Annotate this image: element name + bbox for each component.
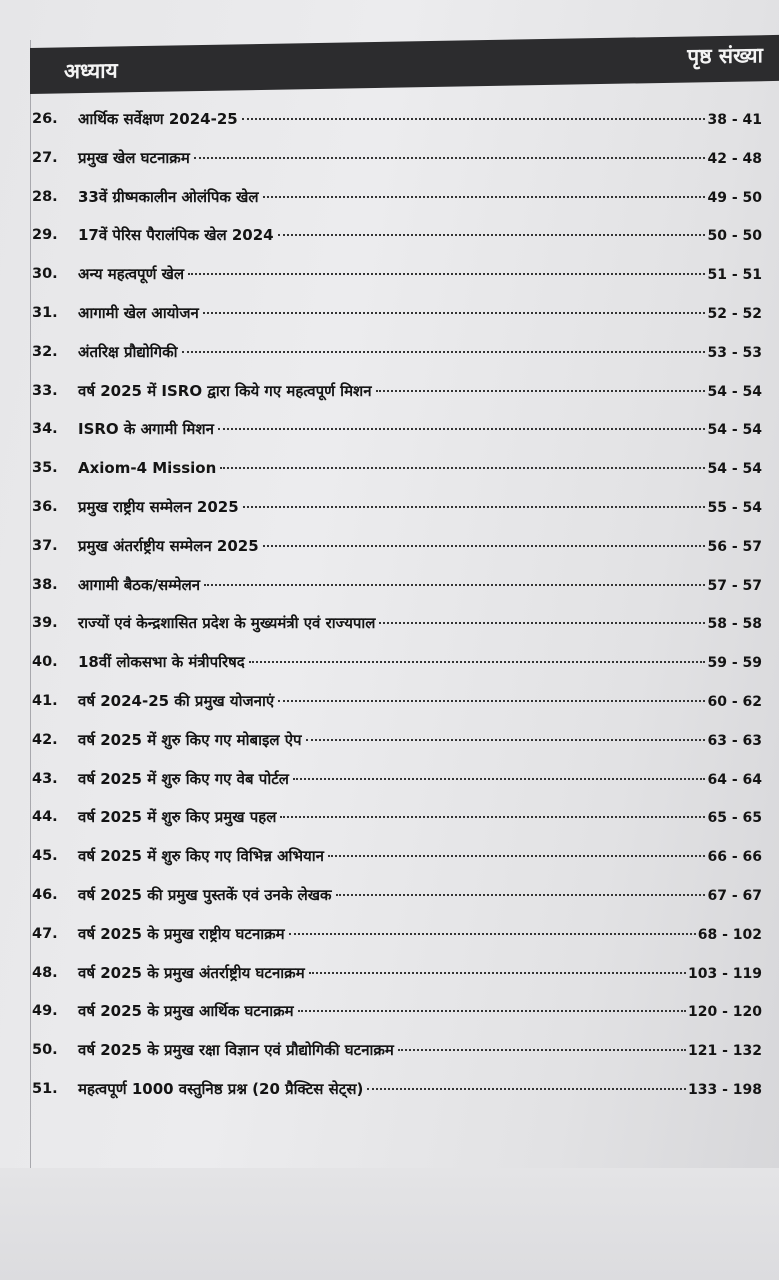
- dot-leader: [249, 661, 706, 663]
- toc-entry: [32, 682, 762, 721]
- entry-number: 38.: [32, 576, 58, 593]
- entry-page-range: 103 - 119: [687, 965, 762, 982]
- dot-leader: [242, 118, 706, 120]
- entry-number: 50.: [32, 1042, 58, 1059]
- dot-leader: [218, 428, 706, 430]
- entry-number: 35.: [32, 460, 58, 477]
- entry-line: [78, 721, 762, 761]
- entry-title: महत्वपूर्ण 1000 वस्तुनिष्ठ प्रश्न (20 प्रैक्टिस सेट्स): [78, 1079, 364, 1098]
- entry-title: 17वें पेरिस पैरालंपिक खेल 2024: [78, 226, 274, 245]
- entry-line: [78, 837, 762, 877]
- toc-entry: [32, 100, 762, 139]
- entry-number: 46.: [32, 886, 58, 903]
- entry-line: [78, 255, 762, 295]
- entry-page-range: 133 - 198: [687, 1081, 762, 1098]
- dot-leader: [182, 351, 706, 353]
- entry-title: वर्ष 2025 के प्रमुख आर्थिक घटनाक्रम: [78, 1002, 294, 1021]
- entry-title: अंतरिक्ष प्रौद्योगिकी: [78, 342, 178, 361]
- entry-title: वर्ष 2024-25 की प्रमुख योजनाएं: [78, 691, 275, 710]
- toc-entry: [32, 255, 762, 294]
- dot-leader: [194, 157, 706, 159]
- entry-title: वर्ष 2025 के प्रमुख अंतर्राष्ट्रीय घटनाक्रम: [78, 963, 305, 982]
- entry-line: [78, 333, 762, 373]
- entry-line: [78, 488, 762, 528]
- toc-entry: [32, 294, 762, 333]
- entry-title: वर्ष 2025 की प्रमुख पुस्तकें एवं उनके लेखक: [78, 885, 332, 904]
- entry-title: 18वीं लोकसभा के मंत्रीपरिषद: [78, 653, 245, 672]
- entry-page-range: 57 - 57: [707, 577, 762, 594]
- entry-number: 45.: [32, 848, 58, 865]
- entry-page-range: 56 - 57: [707, 538, 762, 555]
- entry-number: 33.: [32, 382, 58, 399]
- toc-entry: [32, 643, 762, 682]
- dot-leader: [220, 467, 705, 469]
- toc-entry: [32, 798, 762, 837]
- entry-number: 34.: [32, 421, 58, 438]
- dot-leader: [278, 700, 705, 702]
- toc-entry: [32, 139, 762, 178]
- entry-line: [78, 216, 762, 256]
- entry-number: 43.: [32, 770, 58, 787]
- entry-title: वर्ष 2025 में शुरु किए गए वेब पोर्टल: [78, 769, 289, 788]
- entry-page-range: 52 - 52: [707, 305, 762, 322]
- entry-title: राज्यों एवं केन्द्रशासित प्रदेश के मुख्यमंत्री एवं राज्यपाल: [78, 614, 376, 633]
- entry-title: ISRO के अगामी मिशन: [78, 420, 214, 439]
- entry-number: 36.: [32, 498, 58, 515]
- entry-line: [78, 1070, 762, 1110]
- entry-line: [78, 1031, 762, 1071]
- entry-number: 29.: [32, 227, 58, 244]
- entry-page-range: 54 - 54: [707, 461, 762, 478]
- dot-leader: [379, 622, 705, 624]
- toc-entry: [32, 760, 762, 799]
- entry-title: आगामी बैठक/सम्मेलन: [78, 575, 201, 594]
- entry-title: वर्ष 2025 के प्रमुख रक्षा विज्ञान एवं प्रौद्योगिकी घटनाक्रम: [78, 1041, 394, 1060]
- entry-line: [78, 139, 762, 179]
- dot-leader: [263, 196, 706, 198]
- entry-title: 33वें ग्रीष्मकालीन ओलंपिक खेल: [78, 187, 259, 206]
- entry-line: [78, 410, 762, 450]
- entry-page-range: 50 - 50: [707, 228, 762, 245]
- entry-line: [78, 954, 762, 994]
- entry-page-range: 38 - 41: [707, 112, 762, 128]
- dot-leader: [204, 584, 705, 586]
- dot-leader: [398, 1049, 686, 1051]
- entry-line: [78, 915, 762, 955]
- entry-number: 27.: [32, 149, 58, 166]
- entry-line: [78, 566, 762, 606]
- entry-line: [78, 100, 762, 140]
- page-number-column-heading: पृष्ठ संख्या: [687, 43, 763, 69]
- entry-page-range: 63 - 63: [707, 732, 762, 749]
- entry-line: [78, 372, 762, 412]
- entry-title: अन्य महत्वपूर्ण खेल: [78, 265, 185, 284]
- dot-leader: [188, 273, 705, 275]
- entry-line: [78, 449, 762, 489]
- entry-title: आर्थिक सर्वेक्षण 2024-25: [78, 110, 238, 128]
- entry-number: 28.: [32, 188, 58, 205]
- entry-page-range: 59 - 59: [707, 655, 762, 672]
- toc-entry: [32, 876, 762, 915]
- toc-entry: [32, 566, 762, 605]
- entry-number: 49.: [32, 1003, 58, 1020]
- entry-page-range: 54 - 54: [707, 383, 762, 400]
- dot-leader: [243, 506, 706, 508]
- dot-leader: [289, 933, 696, 935]
- entry-page-range: 51 - 51: [707, 267, 762, 284]
- entry-number: 51.: [32, 1080, 58, 1097]
- entry-number: 42.: [32, 731, 58, 748]
- toc-entry: [32, 410, 762, 449]
- entry-title: प्रमुख खेल घटनाक्रम: [78, 148, 190, 167]
- entry-page-range: 58 - 58: [707, 616, 762, 633]
- entry-page-range: 53 - 53: [707, 344, 762, 361]
- toc-entry: [32, 333, 762, 372]
- toc-entry: [32, 992, 762, 1031]
- entry-number: 48.: [32, 964, 58, 981]
- entry-line: [78, 682, 762, 722]
- toc-entry: [32, 527, 762, 566]
- toc-entry: [32, 954, 762, 993]
- entry-title: वर्ष 2025 में ISRO द्वारा किये गए महत्वपूर्ण मिशन: [78, 381, 372, 400]
- entry-line: [78, 760, 762, 800]
- dot-leader: [328, 855, 706, 857]
- entry-number: 39.: [32, 615, 58, 632]
- toc-entry: [32, 837, 762, 876]
- chapter-column-heading: अध्याय: [64, 58, 118, 84]
- toc-entry: [32, 915, 762, 954]
- entry-page-range: 55 - 54: [707, 499, 762, 516]
- entry-title: वर्ष 2025 में शुरु किए प्रमुख पहल: [78, 808, 277, 827]
- entry-title: वर्ष 2025 में शुरु किए गए मोबाइल ऐप: [78, 730, 302, 749]
- entry-page-range: 54 - 54: [707, 422, 762, 439]
- entry-line: [78, 527, 762, 567]
- dot-leader: [280, 816, 705, 818]
- entry-number: 30.: [32, 266, 58, 283]
- toc-entry: [32, 721, 762, 760]
- entry-number: 47.: [32, 925, 58, 942]
- dot-leader: [336, 894, 706, 896]
- entry-page-range: 42 - 48: [707, 150, 762, 167]
- toc-entry: [32, 1031, 762, 1070]
- entry-line: [78, 604, 762, 644]
- entry-line: [78, 643, 762, 683]
- dot-leader: [293, 778, 706, 780]
- entry-title: वर्ष 2025 के प्रमुख राष्ट्रीय घटनाक्रम: [78, 924, 285, 943]
- entry-title: वर्ष 2025 में शुरु किए गए विभिन्न अभियान: [78, 847, 324, 866]
- dot-leader: [263, 545, 706, 547]
- entry-number: 40.: [32, 654, 58, 671]
- entry-page-range: 120 - 120: [687, 1004, 762, 1021]
- entry-number: 31.: [32, 304, 58, 321]
- toc-entry: [32, 449, 762, 488]
- entry-page-range: 66 - 66: [707, 849, 762, 866]
- dot-leader: [376, 390, 706, 392]
- entry-line: [78, 992, 762, 1032]
- entry-line: [78, 294, 762, 334]
- entry-line: [78, 876, 762, 916]
- toc-entry: [32, 216, 762, 255]
- entry-number: 26.: [32, 111, 58, 127]
- entry-line: [78, 798, 762, 838]
- entry-page-range: 67 - 67: [707, 887, 762, 904]
- dot-leader: [298, 1010, 686, 1012]
- entry-title: प्रमुख अंतर्राष्ट्रीय सम्मेलन 2025: [78, 536, 259, 555]
- entry-title: प्रमुख राष्ट्रीय सम्मेलन 2025: [78, 497, 239, 516]
- entry-number: 41.: [32, 692, 58, 709]
- dot-leader: [278, 234, 706, 236]
- entry-line: [78, 178, 762, 218]
- table-of-contents: [32, 100, 762, 1109]
- entry-page-range: 49 - 50: [707, 189, 762, 206]
- toc-entry: [32, 1070, 762, 1109]
- dot-leader: [306, 739, 706, 741]
- entry-title: आगामी खेल आयोजन: [78, 303, 199, 322]
- entry-page-range: 121 - 132: [687, 1043, 762, 1060]
- toc-entry: [32, 178, 762, 217]
- entry-page-range: 65 - 65: [707, 810, 762, 827]
- toc-entry: [32, 372, 762, 411]
- entry-page-range: 68 - 102: [697, 926, 762, 943]
- toc-entry: [32, 488, 762, 527]
- dot-leader: [203, 312, 706, 314]
- entry-page-range: 60 - 62: [707, 693, 762, 710]
- toc-entry: [32, 604, 762, 643]
- entry-number: 37.: [32, 537, 58, 554]
- entry-page-range: 64 - 64: [707, 771, 762, 788]
- page-bottom-margin: [0, 1168, 779, 1280]
- entry-title: Axiom-4 Mission: [78, 459, 217, 478]
- dot-leader: [367, 1088, 686, 1090]
- entry-number: 44.: [32, 809, 58, 826]
- entry-number: 32.: [32, 343, 58, 360]
- dot-leader: [309, 972, 686, 974]
